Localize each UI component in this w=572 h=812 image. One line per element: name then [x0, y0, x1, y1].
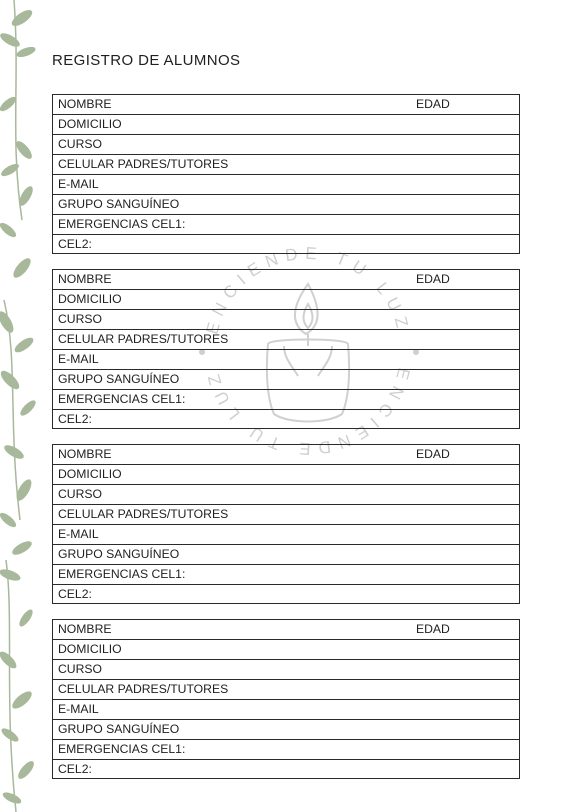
edad-label: EDAD — [416, 447, 450, 461]
cel2-label: CEL2: — [58, 237, 92, 251]
email-row[interactable] — [53, 350, 519, 370]
emergencias-label: EMERGENCIAS CEL1: — [58, 217, 186, 231]
emergencias-row[interactable] — [53, 215, 519, 235]
emergencias-row[interactable] — [53, 390, 519, 410]
celular-row[interactable] — [53, 505, 519, 525]
domicilio-label: DOMICILIO — [58, 292, 122, 306]
domicilio-row[interactable] — [53, 290, 519, 310]
nombre-row[interactable] — [53, 270, 519, 290]
nombre-label: NOMBRE — [58, 447, 112, 461]
curso-label: CURSO — [58, 662, 103, 676]
student-record-4 — [52, 619, 520, 779]
watermark-text-top: ENCIENDE TU LUZ — [202, 243, 414, 337]
grupo-row[interactable] — [53, 545, 519, 565]
email-row[interactable] — [53, 175, 519, 195]
emergencias-label: EMERGENCIAS CEL1: — [58, 392, 186, 406]
email-label: E-MAIL — [58, 702, 99, 716]
email-row[interactable] — [53, 525, 519, 545]
email-label: E-MAIL — [58, 177, 99, 191]
leaf-branch-icon — [0, 0, 40, 812]
domicilio-row[interactable] — [53, 115, 519, 135]
nombre-row[interactable] — [53, 445, 519, 465]
cel2-row[interactable] — [53, 410, 519, 430]
domicilio-row[interactable] — [53, 465, 519, 485]
curso-label: CURSO — [58, 487, 103, 501]
nombre-label: NOMBRE — [58, 272, 112, 286]
student-record-3 — [52, 444, 520, 604]
curso-row[interactable] — [53, 660, 519, 680]
curso-row[interactable] — [53, 135, 519, 155]
cel2-row[interactable] — [53, 235, 519, 255]
grupo-row[interactable] — [53, 370, 519, 390]
cel2-label: CEL2: — [58, 762, 92, 776]
emergencias-label: EMERGENCIAS CEL1: — [58, 567, 186, 581]
celular-label: CELULAR PADRES/TUTORES — [58, 157, 229, 171]
cel2-row[interactable] — [53, 585, 519, 605]
edad-label: EDAD — [416, 622, 450, 636]
domicilio-label: DOMICILIO — [58, 117, 122, 131]
curso-label: CURSO — [58, 137, 103, 151]
emergencias-label: EMERGENCIAS CEL1: — [58, 742, 186, 756]
cel2-row[interactable] — [53, 760, 519, 780]
student-record-2 — [52, 269, 520, 429]
emergencias-row[interactable] — [53, 740, 519, 760]
cel2-label: CEL2: — [58, 587, 92, 601]
email-label: E-MAIL — [58, 527, 99, 541]
grupo-row[interactable] — [53, 195, 519, 215]
page-title: REGISTRO DE ALUMNOS — [52, 52, 241, 69]
domicilio-label: DOMICILIO — [58, 642, 122, 656]
curso-row[interactable] — [53, 310, 519, 330]
grupo-label: GRUPO SANGUÍNEO — [58, 372, 180, 386]
curso-label: CURSO — [58, 312, 103, 326]
celular-label: CELULAR PADRES/TUTORES — [58, 507, 229, 521]
email-row[interactable] — [53, 700, 519, 720]
domicilio-label: DOMICILIO — [58, 467, 122, 481]
nombre-row[interactable] — [53, 95, 519, 115]
grupo-label: GRUPO SANGUÍNEO — [58, 722, 180, 736]
celular-row[interactable] — [53, 155, 519, 175]
grupo-label: GRUPO SANGUÍNEO — [58, 197, 180, 211]
watermark-text-bottom: ENCIENDE TU LUZ — [202, 365, 414, 459]
nombre-row[interactable] — [53, 620, 519, 640]
cel2-label: CEL2: — [58, 412, 92, 426]
student-record-1 — [52, 94, 520, 254]
emergencias-row[interactable] — [53, 565, 519, 585]
domicilio-row[interactable] — [53, 640, 519, 660]
celular-row[interactable] — [53, 680, 519, 700]
grupo-label: GRUPO SANGUÍNEO — [58, 547, 180, 561]
nombre-label: NOMBRE — [58, 622, 112, 636]
nombre-label: NOMBRE — [58, 97, 112, 111]
edad-label: EDAD — [416, 97, 450, 111]
celular-row[interactable] — [53, 330, 519, 350]
celular-label: CELULAR PADRES/TUTORES — [58, 682, 229, 696]
email-label: E-MAIL — [58, 352, 99, 366]
celular-label: CELULAR PADRES/TUTORES — [58, 332, 229, 346]
grupo-row[interactable] — [53, 720, 519, 740]
curso-row[interactable] — [53, 485, 519, 505]
edad-label: EDAD — [416, 272, 450, 286]
